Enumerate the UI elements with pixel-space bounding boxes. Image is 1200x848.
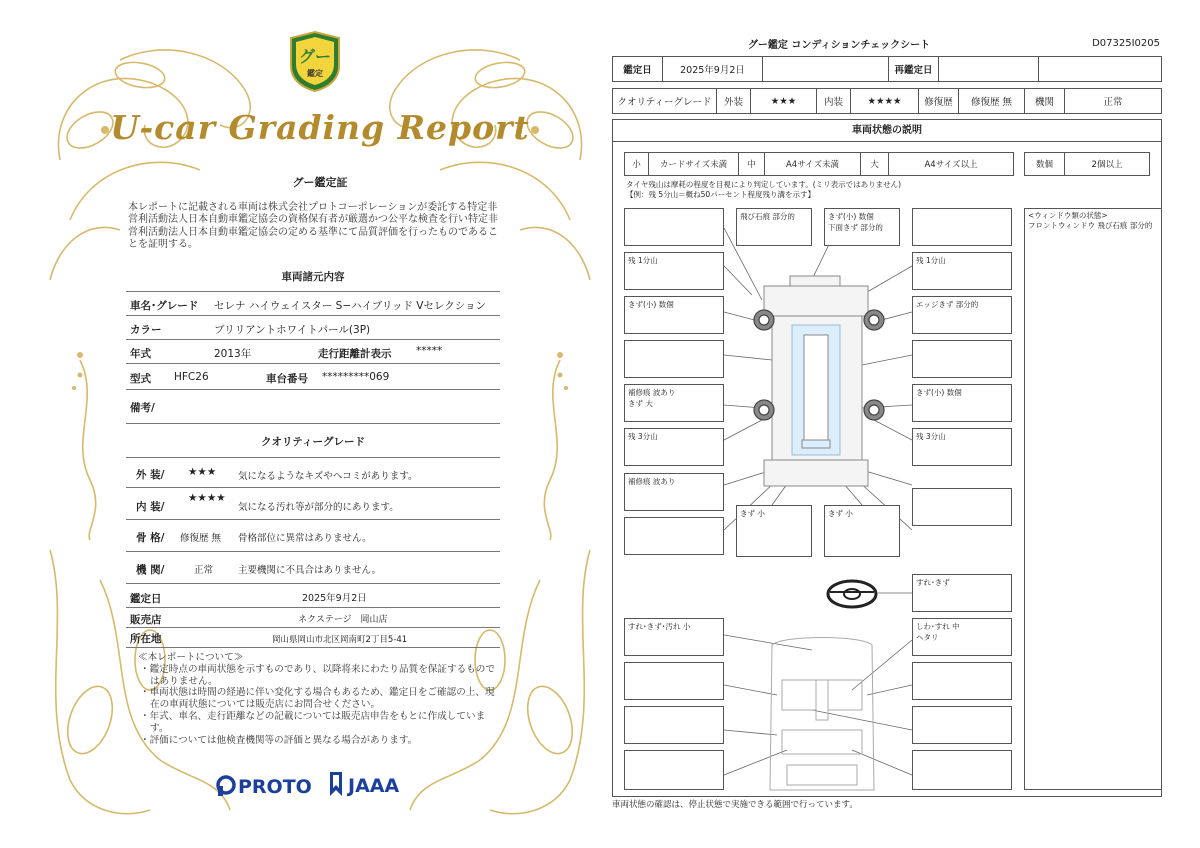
sheet-title: グー鑑定 コンディションチェックシート [747,40,931,51]
chassis-label: 車台番号 [266,373,308,385]
reinspection-date-label: 再鑑定日 [889,57,939,81]
frame-desc: 骨格部位に異常はありません。 [238,533,372,544]
damage-box-interior-front-right [912,618,1012,656]
car-name-label: 車名･グレード [130,300,199,312]
tire-tread: 残 3分山 [916,432,946,441]
damage-box-interior-back-right [912,750,1012,790]
damage-note: 飛び石痕 部分的 [740,212,795,221]
address-value: 岡山県岡山市北区岡南町2丁目5-41 [272,635,408,645]
tire-tread: 残 1分山 [916,256,946,265]
damage-box-right-front-door [912,340,1012,378]
blank-cell [1039,57,1161,81]
row-date [126,584,500,608]
damage-box-right-rear-door [912,384,1012,422]
row-dealer [126,608,500,628]
window-condition-title: <ウィンドウ類の状態> [1028,211,1108,220]
note-item: ・鑑定時点の車両状態を示すものであり、以降将来にわたり品質を保証するものではありません。 [140,663,495,687]
report-notes [138,652,498,746]
jaaa-logo-text: JAAA [348,775,400,797]
engine-label: 機 関/ [136,564,165,576]
interior-stars: ★★★★ [188,492,226,504]
interior-stars: ★★★★ [851,89,919,113]
inspection-date-label: 鑑定日 [613,57,663,81]
damage-note: 補修痕 波あり [628,388,676,397]
damage-note: きず 大 [628,399,653,408]
row-interior [126,488,500,520]
vehicle-condition-title: 車両状態の説明 [613,120,1161,142]
notes-title: ≪本レポートについて≫ [138,652,244,663]
jaaa-logo [326,770,416,798]
proto-logo-text: PROTO [238,776,312,798]
engine-value: 正常 [1103,97,1123,108]
svg-text:グー: グー [298,47,332,66]
spec-heading: 車両諸元内容 [281,271,345,283]
note-item: ・車両状態は時間の経過に伴い変化する場合もあるため、鑑定日をご確認の上、現在の車両状態については販売店にお問合せください。 [140,687,495,711]
tire-box-rear-right [912,428,1012,466]
damage-note: きず(小) 数個 [916,388,962,397]
row-car-name [126,292,500,316]
damage-note: すれ･きず [916,578,950,587]
certificate-title: グー鑑定証 [292,176,348,189]
window-condition-desc: フロントウィンドウ 飛び石痕 部分的 [1028,221,1153,230]
row-year-mileage [126,340,500,364]
exterior-stars: ★★★ [188,466,217,478]
mileage-label: 走行距離計表示 [318,348,392,360]
row-remarks [126,390,500,424]
row-frame [126,520,500,552]
engine-label: 機関 [1025,89,1065,113]
count-desc: 2個以上 [1091,160,1123,170]
damage-box-rear-center [736,505,812,557]
size-small-label: 小 [625,153,649,175]
mileage-value: ***** [416,345,443,357]
footer-note: 車両状態の確認は、停止状態で実施できる範囲で行っています。 [612,800,858,810]
damage-box-right-front-fender [912,296,1012,334]
size-mid-label: 中 [739,153,765,175]
model-label: 型式 [130,373,151,385]
tire-note-line-1: タイヤ残山は摩耗の程度を目視により判定しています。(ミリ表示ではありません) [626,180,902,189]
frame-value: 修復歴 無 [180,533,222,544]
blank-cell [763,57,889,81]
date-value: 2025年9月2日 [302,593,367,604]
damage-note: きず(小) 数個 [828,212,874,221]
exterior-label: 外装 [717,89,751,113]
size-mid-desc: A4サイズ未満 [765,153,861,175]
damage-note: きず 小 [828,509,853,518]
damage-note: きず 小 [740,509,765,518]
window-condition-box [1024,208,1162,790]
car-name-value: セレナ ハイウェイスター S−ハイブリッド Vセレクション [214,300,487,312]
row-address [126,628,500,648]
damage-note: 下面きず 部分的 [828,223,883,232]
row-exterior [126,458,500,488]
tire-box-front-left [624,252,724,290]
damage-box-interior-rear-right [912,706,1012,744]
damage-box-front-right [912,208,1012,246]
dealer-value: ネクステージ 岡山店 [298,615,388,625]
damage-box-left-front-fender [624,296,724,334]
interior-label: 内装 [817,89,851,113]
repair-history-label: 修復歴 [919,89,959,113]
remarks-label: 備考/ [130,402,155,414]
damage-box-rear-left [624,517,724,555]
damage-box-front-center [736,208,812,246]
quality-grade-heading: クオリティーグレード [261,436,365,448]
exterior-label: 外 装/ [136,469,165,481]
tire-tread-note [626,180,901,199]
interior-label: 内 装/ [136,501,165,513]
inspection-date-row [612,56,1162,82]
damage-box-interior-back-left [624,750,724,790]
tire-note-line-2: 【例：残 5分山＝概ね50パーセント程度残り溝を示す】 [626,189,816,199]
size-small-desc: カードサイズ未満 [649,153,739,175]
tire-box-rear-left [624,428,724,466]
tire-tread: 残 3分山 [628,432,658,441]
damage-box-front-left [624,208,724,246]
date-label: 鑑定日 [130,593,162,605]
color-label: カラー [130,324,162,336]
report-title: U-car Grading Report [110,108,530,147]
damage-note: エッジきず 部分的 [916,300,979,309]
exterior-desc: 気になるようなキズやヘコミがあります。 [238,471,418,482]
repair-history-value: 修復歴 無 [959,89,1025,113]
address-label: 所在地 [130,633,162,645]
row-engine [126,552,500,584]
grading-certificate [30,20,610,835]
damage-box-steering [912,574,1012,612]
quality-grade-row [612,88,1162,114]
certificate-intro-text: 本レポートに記載される車両は株式会社プロトコーポレーションが委託する特定非営利活動法人日本自動車鑑定協会の資格保有者が厳選かつ公平な検査を行い特定非営利活動法人日本自動車鑑定協会の定める基準にて品質評価を行ったものであることを証明する。 [128,202,498,251]
damage-note: ヘタリ [916,633,939,642]
year-label: 年式 [130,348,151,360]
damage-box-left-rear-door [624,384,724,422]
condition-check-sheet [612,30,1164,820]
reinspection-date-value [939,57,1039,81]
damage-box-right-rear-fender [912,488,1012,526]
row-color [126,316,500,340]
svg-text:鑑定: 鑑定 [307,69,323,78]
note-item: ・評価については他検査機関等の評価と異なる場合があります。 [140,734,418,746]
size-large-desc: A4サイズ以上 [924,160,978,170]
engine-value: 正常 [194,565,214,576]
quality-grade-label: クオリティーグレード [613,89,717,113]
tire-box-front-right [912,252,1012,290]
damage-note: 補修痕 波あり [628,477,676,486]
damage-box-interior-mid-right [912,662,1012,700]
dealer-label: 販売店 [130,614,162,626]
size-large-label: 大 [861,153,889,175]
exterior-stars: ★★★ [751,89,817,113]
row-model-chassis [126,364,500,390]
damage-box-left-front-door [624,340,724,378]
chassis-value: *********069 [322,371,390,383]
damage-box-rear-center-right [824,505,900,557]
model-value: HFC26 [174,371,209,383]
damage-box-interior-front-left [624,618,724,656]
damage-count-legend [1024,152,1150,176]
proto-logo [216,772,316,798]
spec-heading-divider [126,284,500,292]
goo-kantei-badge-logo [287,30,343,92]
document-id: D07325I0205 [1092,38,1160,49]
count-label: 数個 [1025,153,1065,175]
note-item: ・年式、車名、走行距離などの記載については販売店申告をもとに作成しています。 [140,710,486,734]
year-value: 2013年 [214,348,252,360]
damage-note: きず(小) 数個 [628,300,674,309]
tire-tread: 残 1分山 [628,256,658,265]
engine-desc: 主要機関に不具合はありません。 [238,565,382,576]
damage-note: すれ･きず･汚れ 小 [628,622,691,631]
inspection-date-value: 2025年9月2日 [663,57,763,81]
damage-box-front-center-right [824,208,900,246]
quality-heading-divider [126,450,500,458]
color-value: ブリリアントホワイトパール(3P) [214,324,371,336]
damage-note: しわ･すれ 中 [916,622,960,631]
damage-box-interior-mid-left [624,662,724,700]
damage-box-left-rear-fender [624,473,724,511]
frame-label: 骨 格/ [136,532,165,544]
interior-desc: 気になる汚れ等が部分的にあります。 [238,502,399,513]
damage-size-legend [624,152,1014,176]
damage-box-interior-rear-left [624,706,724,744]
